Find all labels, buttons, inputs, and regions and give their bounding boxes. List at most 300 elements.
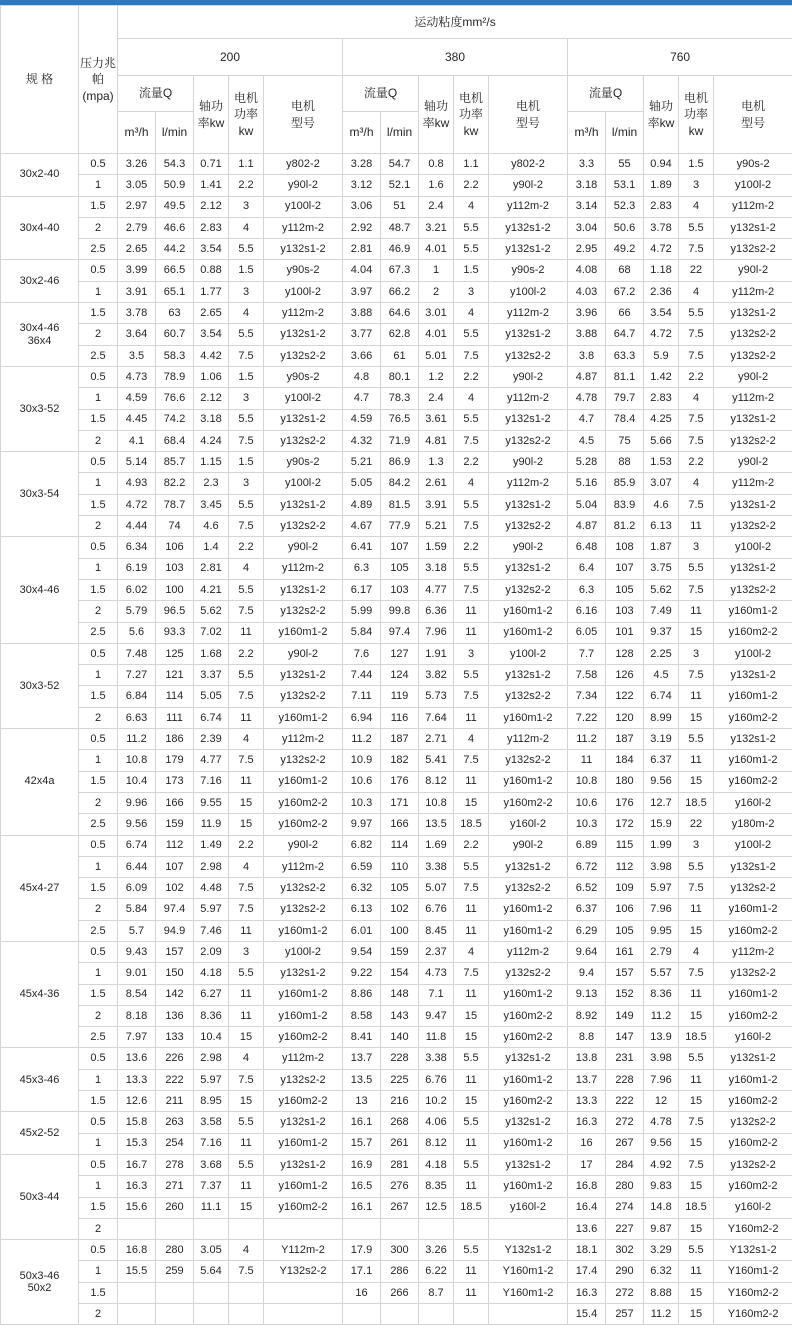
flow-lmin-cell: 225	[381, 1069, 419, 1090]
flow-lmin-cell: 106	[606, 899, 644, 920]
motor-power-cell: 4	[229, 1048, 264, 1069]
pressure-cell: 1	[79, 175, 118, 196]
pressure-cell: 1	[79, 963, 118, 984]
flow-m3h-cell: 4.67	[343, 516, 381, 537]
motor-power-cell: 7.5	[679, 579, 714, 600]
flow-m3h-cell: 5.28	[568, 452, 606, 473]
pressure-cell: 2	[79, 792, 118, 813]
shaft-power-cell: 3.91	[419, 494, 454, 515]
shaft-power-cell: 4.92	[644, 1154, 679, 1175]
shaft-power-cell: 4.01	[419, 324, 454, 345]
motor-power-cell: 11	[454, 899, 489, 920]
shaft-power-cell: 5.64	[194, 1261, 229, 1282]
flow-m3h-cell: 4.04	[343, 260, 381, 281]
motor-model-cell: y160m2-2	[264, 1027, 343, 1048]
motor-power-cell: 5.5	[454, 856, 489, 877]
shaft-power-cell: 1.6	[419, 175, 454, 196]
shaft-power-cell: 1.69	[419, 835, 454, 856]
shaft-power-cell: 8.45	[419, 920, 454, 941]
motor-model-cell: y180m-2	[714, 814, 792, 835]
shaft-power-cell: 6.22	[419, 1261, 454, 1282]
flow-lmin-cell: 176	[606, 792, 644, 813]
motor-power-cell: 7.5	[679, 963, 714, 984]
flow-m3h-cell: 7.34	[568, 686, 606, 707]
motor-power-cell	[229, 1218, 264, 1239]
flow-m3h-cell: 17	[568, 1154, 606, 1175]
pressure-cell: 0.5	[79, 537, 118, 558]
shaft-power-cell: 3.54	[194, 324, 229, 345]
flow-m3h-cell: 3.28	[343, 154, 381, 175]
header-flow: 流量Q	[568, 76, 644, 112]
shaft-power-cell: 9.56	[644, 771, 679, 792]
motor-power-cell: 2.2	[229, 175, 264, 196]
flow-lmin-cell: 66.5	[156, 260, 194, 281]
motor-power-cell: 15	[679, 920, 714, 941]
motor-model-cell: y160m1-2	[714, 686, 792, 707]
shaft-power-cell: 3.98	[644, 1048, 679, 1069]
flow-m3h-cell: 3.97	[343, 281, 381, 302]
flow-m3h-cell: 15.7	[343, 1133, 381, 1154]
shaft-power-cell: 6.74	[194, 707, 229, 728]
motor-power-cell: 4	[229, 558, 264, 579]
shaft-power-cell: 4.18	[194, 963, 229, 984]
table-row	[1, 878, 792, 899]
motor-power-cell: 5.5	[454, 665, 489, 686]
shaft-power-cell: 2.12	[194, 388, 229, 409]
header-shaft-power: 轴功率kw	[419, 76, 454, 154]
flow-lmin-cell: 62.8	[381, 324, 419, 345]
motor-power-cell: 15	[679, 1218, 714, 1239]
motor-model-cell: y160l-2	[489, 1197, 568, 1218]
pressure-cell: 2.5	[79, 345, 118, 366]
shaft-power-cell: 9.56	[644, 1133, 679, 1154]
pressure-cell: 2	[79, 899, 118, 920]
flow-m3h-cell: 9.54	[343, 941, 381, 962]
motor-power-cell: 4	[454, 941, 489, 962]
flow-m3h-cell: 5.21	[343, 452, 381, 473]
shaft-power-cell: 4.18	[419, 1154, 454, 1175]
shaft-power-cell: 2.71	[419, 729, 454, 750]
shaft-power-cell: 2.12	[194, 196, 229, 217]
shaft-power-cell: 7.64	[419, 707, 454, 728]
motor-power-cell: 7.5	[679, 878, 714, 899]
shaft-power-cell: 6.74	[644, 686, 679, 707]
flow-lmin-cell: 68.4	[156, 430, 194, 451]
shaft-power-cell: 2	[419, 281, 454, 302]
flow-m3h-cell: 6.29	[568, 920, 606, 941]
motor-model-cell: y90s-2	[264, 366, 343, 387]
motor-model-cell: y100l-2	[264, 281, 343, 302]
flow-m3h-cell: 6.05	[568, 622, 606, 643]
flow-m3h-cell: 4.89	[343, 494, 381, 515]
pressure-cell: 0.5	[79, 835, 118, 856]
flow-lmin-cell: 106	[156, 537, 194, 558]
motor-power-cell: 4	[229, 1240, 264, 1261]
flow-m3h-cell: 16	[343, 1282, 381, 1303]
motor-model-cell: y160m1-2	[264, 622, 343, 643]
motor-power-cell: 15	[229, 1091, 264, 1112]
flow-m3h-cell: 4.5	[568, 430, 606, 451]
flow-lmin-cell: 284	[606, 1154, 644, 1175]
motor-power-cell: 4	[454, 196, 489, 217]
flow-m3h-cell: 9.22	[343, 963, 381, 984]
motor-power-cell: 7.5	[679, 345, 714, 366]
motor-power-cell: 7.5	[454, 963, 489, 984]
shaft-power-cell: 3.07	[644, 473, 679, 494]
shaft-power-cell: 10.2	[419, 1091, 454, 1112]
shaft-power-cell: 3.75	[644, 558, 679, 579]
flow-m3h-cell: 3.88	[343, 303, 381, 324]
shaft-power-cell: 5.21	[419, 516, 454, 537]
motor-model-cell: y132s2-2	[264, 1069, 343, 1090]
shaft-power-cell: 4.77	[194, 750, 229, 771]
motor-model-cell: y132s2-2	[489, 963, 568, 984]
table-row	[1, 899, 792, 920]
shaft-power-cell: 5.07	[419, 878, 454, 899]
motor-power-cell: 5.5	[229, 1112, 264, 1133]
motor-model-cell: y160m2-2	[489, 1091, 568, 1112]
pressure-cell: 2	[79, 516, 118, 537]
shaft-power-cell: 1.41	[194, 175, 229, 196]
motor-model-cell: y132s1-2	[264, 409, 343, 430]
motor-power-cell: 1.5	[679, 154, 714, 175]
motor-model-cell: y160m1-2	[489, 601, 568, 622]
shaft-power-cell: 7.96	[644, 1069, 679, 1090]
flow-lmin-cell: 74	[156, 516, 194, 537]
flow-m3h-cell: 15.4	[568, 1304, 606, 1325]
flow-lmin-cell: 105	[606, 579, 644, 600]
pressure-cell: 2	[79, 217, 118, 238]
motor-model-cell: Y132s1-2	[714, 1240, 792, 1261]
motor-power-cell: 11	[454, 707, 489, 728]
shaft-power-cell: 2.79	[644, 941, 679, 962]
flow-m3h-cell	[118, 1218, 156, 1239]
motor-power-cell: 7.5	[229, 516, 264, 537]
motor-power-cell: 3	[679, 175, 714, 196]
spec-cell: 30x2-40	[1, 154, 79, 197]
motor-model-cell: y132s2-2	[714, 963, 792, 984]
flow-lmin-cell: 186	[156, 729, 194, 750]
header-motor-power: 电机功率kw	[454, 76, 489, 154]
motor-model-cell: y160m1-2	[264, 984, 343, 1005]
pressure-cell: 1.5	[79, 1197, 118, 1218]
flow-lmin-cell: 124	[381, 665, 419, 686]
flow-m3h-cell: 16.3	[568, 1112, 606, 1133]
flow-m3h-cell: 16.8	[118, 1240, 156, 1261]
pressure-cell: 0.5	[79, 1240, 118, 1261]
flow-lmin-cell: 112	[156, 835, 194, 856]
motor-power-cell: 11	[454, 1261, 489, 1282]
motor-power-cell: 2.2	[229, 537, 264, 558]
motor-power-cell: 5.5	[679, 1240, 714, 1261]
motor-power-cell: 4	[454, 729, 489, 750]
motor-model-cell: y160m2-2	[489, 1027, 568, 1048]
shaft-power-cell: 1.3	[419, 452, 454, 473]
flow-m3h-cell: 9.97	[343, 814, 381, 835]
motor-power-cell: 7.5	[454, 579, 489, 600]
motor-model-cell: y160m2-2	[264, 1091, 343, 1112]
shaft-power-cell: 8.88	[644, 1282, 679, 1303]
pressure-cell: 2.5	[79, 814, 118, 835]
motor-model-cell: y160m1-2	[489, 1069, 568, 1090]
flow-m3h-cell: 7.11	[343, 686, 381, 707]
motor-power-cell: 7.5	[229, 878, 264, 899]
flow-m3h-cell: 18.1	[568, 1240, 606, 1261]
motor-power-cell: 5.5	[454, 239, 489, 260]
header-motor-model-label: 电机型号	[741, 99, 766, 130]
pressure-cell: 0.5	[79, 643, 118, 664]
flow-lmin-cell: 179	[156, 750, 194, 771]
flow-m3h-cell: 16.7	[118, 1154, 156, 1175]
flow-lmin-cell: 68	[606, 260, 644, 281]
flow-m3h-cell: 3.06	[343, 196, 381, 217]
shaft-power-cell: 2.65	[194, 303, 229, 324]
flow-m3h-cell: 9.96	[118, 792, 156, 813]
shaft-power-cell: 3.82	[419, 665, 454, 686]
header-flow: 流量Q	[343, 76, 419, 112]
motor-model-cell: y132s1-2	[264, 579, 343, 600]
flow-m3h-cell: 4.03	[568, 281, 606, 302]
flow-lmin-cell: 49.5	[156, 196, 194, 217]
shaft-power-cell	[194, 1218, 229, 1239]
motor-power-cell: 15	[454, 792, 489, 813]
flow-m3h-cell: 6.13	[343, 899, 381, 920]
shaft-power-cell: 3.38	[419, 1048, 454, 1069]
flow-m3h-cell: 6.89	[568, 835, 606, 856]
flow-lmin-cell: 60.7	[156, 324, 194, 345]
spec-cell: 30x3-52	[1, 366, 79, 451]
table-row	[1, 196, 792, 217]
flow-lmin-cell: 79.7	[606, 388, 644, 409]
motor-power-cell: 15	[454, 1091, 489, 1112]
motor-model-cell: y132s1-2	[489, 856, 568, 877]
shaft-power-cell: 3.26	[419, 1240, 454, 1261]
flow-lmin-cell: 159	[381, 941, 419, 962]
flow-m3h-cell: 13.6	[118, 1048, 156, 1069]
motor-power-cell: 5.5	[229, 324, 264, 345]
flow-lmin-cell: 254	[156, 1133, 194, 1154]
motor-model-cell: y132s1-2	[489, 665, 568, 686]
motor-model-cell: y132s2-2	[714, 1154, 792, 1175]
header-unit-lmin: l/min	[156, 112, 194, 154]
shaft-power-cell: 7.96	[644, 899, 679, 920]
flow-m3h-cell: 4.59	[118, 388, 156, 409]
flow-m3h-cell: 6.52	[568, 878, 606, 899]
flow-lmin-cell: 260	[156, 1197, 194, 1218]
motor-model-cell: y160m2-2	[264, 814, 343, 835]
motor-power-cell: 15	[679, 1304, 714, 1325]
flow-m3h-cell: 13.3	[568, 1091, 606, 1112]
motor-model-cell: y100l-2	[264, 388, 343, 409]
table-row	[1, 941, 792, 962]
flow-m3h-cell: 16.5	[343, 1176, 381, 1197]
flow-m3h-cell: 5.05	[343, 473, 381, 494]
motor-power-cell: 15	[679, 622, 714, 643]
motor-model-cell: y112m-2	[489, 388, 568, 409]
flow-lmin-cell: 55	[606, 154, 644, 175]
flow-lmin-cell: 52.1	[381, 175, 419, 196]
flow-lmin-cell: 187	[606, 729, 644, 750]
motor-power-cell: 7.5	[229, 899, 264, 920]
flow-lmin-cell: 97.4	[156, 899, 194, 920]
motor-model-cell: y132s1-2	[264, 324, 343, 345]
flow-lmin-cell: 280	[606, 1176, 644, 1197]
pressure-cell: 1	[79, 750, 118, 771]
motor-model-cell: y132s2-2	[714, 345, 792, 366]
flow-lmin-cell: 81.1	[606, 366, 644, 387]
header-motor-model	[489, 76, 568, 154]
flow-lmin-cell: 52.3	[606, 196, 644, 217]
flow-m3h-cell: 2.95	[568, 239, 606, 260]
flow-m3h-cell: 2.97	[118, 196, 156, 217]
motor-model-cell: y132s1-2	[264, 239, 343, 260]
pressure-cell: 0.5	[79, 154, 118, 175]
table-row	[1, 1240, 792, 1261]
flow-lmin-cell: 259	[156, 1261, 194, 1282]
motor-model-cell: y132s2-2	[264, 878, 343, 899]
flow-lmin-cell: 171	[381, 792, 419, 813]
flow-lmin-cell: 111	[156, 707, 194, 728]
flow-lmin-cell	[381, 1218, 419, 1239]
motor-power-cell: 11	[454, 1069, 489, 1090]
motor-power-cell: 11	[454, 771, 489, 792]
motor-model-cell: y132s1-2	[714, 665, 792, 686]
motor-power-cell: 11	[679, 984, 714, 1005]
flow-m3h-cell: 2.65	[118, 239, 156, 260]
motor-power-cell: 11	[679, 1261, 714, 1282]
flow-lmin-cell: 172	[606, 814, 644, 835]
header-motor-model-label: 电机型号	[515, 99, 540, 130]
table-row	[1, 537, 792, 558]
shaft-power-cell: 7.96	[419, 622, 454, 643]
flow-lmin-cell: 281	[381, 1154, 419, 1175]
motor-model-cell: y112m-2	[489, 303, 568, 324]
flow-m3h-cell: 17.9	[343, 1240, 381, 1261]
flow-lmin-cell: 222	[156, 1069, 194, 1090]
motor-model-cell: y100l-2	[264, 473, 343, 494]
shaft-power-cell: 1.15	[194, 452, 229, 473]
flow-m3h-cell: 4.32	[343, 430, 381, 451]
flow-m3h-cell: 10.4	[118, 771, 156, 792]
pressure-cell: 1	[79, 1261, 118, 1282]
motor-power-cell: 7.5	[229, 345, 264, 366]
flow-m3h-cell: 10.8	[568, 771, 606, 792]
flow-m3h-cell: 16.3	[118, 1176, 156, 1197]
shaft-power-cell: 1.99	[644, 835, 679, 856]
spec-cell: 45x4-27	[1, 835, 79, 941]
shaft-power-cell: 12	[644, 1091, 679, 1112]
table-row	[1, 1112, 792, 1133]
flow-m3h-cell: 4.7	[568, 409, 606, 430]
flow-m3h-cell: 13.7	[343, 1048, 381, 1069]
motor-power-cell: 5.5	[229, 665, 264, 686]
flow-lmin-cell: 61	[381, 345, 419, 366]
motor-power-cell: 4	[229, 217, 264, 238]
flow-lmin-cell: 94.9	[156, 920, 194, 941]
flow-lmin-cell: 54.3	[156, 154, 194, 175]
motor-power-cell: 5.5	[229, 409, 264, 430]
flow-m3h-cell: 13.3	[118, 1069, 156, 1090]
flow-lmin-cell: 101	[606, 622, 644, 643]
motor-power-cell: 4	[679, 473, 714, 494]
motor-model-cell: y132s1-2	[714, 558, 792, 579]
flow-lmin-cell: 211	[156, 1091, 194, 1112]
motor-power-cell: 18.5	[679, 1197, 714, 1218]
flow-m3h-cell: 3.66	[343, 345, 381, 366]
header-shaft-power: 轴功率kw	[644, 76, 679, 154]
shaft-power-cell: 12.7	[644, 792, 679, 813]
shaft-power-cell: 3.61	[419, 409, 454, 430]
flow-m3h-cell: 4.73	[118, 366, 156, 387]
motor-power-cell: 4	[454, 388, 489, 409]
flow-m3h-cell: 15.3	[118, 1133, 156, 1154]
motor-model-cell: y112m-2	[489, 729, 568, 750]
motor-power-cell: 2.2	[454, 452, 489, 473]
flow-m3h-cell: 12.6	[118, 1091, 156, 1112]
motor-power-cell: 5.5	[229, 494, 264, 515]
shaft-power-cell: 9.95	[644, 920, 679, 941]
shaft-power-cell: 2.36	[644, 281, 679, 302]
shaft-power-cell: 8.99	[644, 707, 679, 728]
pressure-cell: 2.5	[79, 920, 118, 941]
motor-model-cell: y160m2-2	[714, 1176, 792, 1197]
flow-lmin-cell: 110	[381, 856, 419, 877]
flow-lmin-cell: 148	[381, 984, 419, 1005]
flow-m3h-cell: 6.94	[343, 707, 381, 728]
motor-power-cell: 7.5	[229, 750, 264, 771]
flow-m3h-cell: 6.63	[118, 707, 156, 728]
motor-power-cell: 4	[679, 281, 714, 302]
flow-lmin-cell: 112	[606, 856, 644, 877]
flow-lmin-cell: 50.9	[156, 175, 194, 196]
shaft-power-cell: 3.68	[194, 1154, 229, 1175]
flow-lmin-cell: 109	[606, 878, 644, 899]
flow-lmin-cell: 78.3	[381, 388, 419, 409]
motor-power-cell: 11	[229, 1005, 264, 1026]
table-row	[1, 388, 792, 409]
header-motor-model-label: 电机型号	[290, 99, 315, 130]
flow-lmin-cell: 63	[156, 303, 194, 324]
header-unit-m3h: m³/h	[118, 112, 156, 154]
shaft-power-cell: 1	[419, 260, 454, 281]
motor-model-cell: y132s1-2	[489, 324, 568, 345]
flow-m3h-cell: 13.7	[568, 1069, 606, 1090]
flow-lmin-cell: 187	[381, 729, 419, 750]
motor-model-cell: y112m-2	[264, 856, 343, 877]
motor-model-cell: y90l-2	[489, 452, 568, 473]
motor-model-cell: y132s2-2	[714, 239, 792, 260]
flow-lmin-cell: 226	[156, 1048, 194, 1069]
flow-m3h-cell: 15.6	[118, 1197, 156, 1218]
pressure-cell: 0.5	[79, 1112, 118, 1133]
motor-power-cell: 5.5	[454, 1048, 489, 1069]
table-row	[1, 281, 792, 302]
motor-model-cell: y160m2-2	[714, 1133, 792, 1154]
shaft-power-cell: 4.72	[644, 324, 679, 345]
pressure-cell: 1.5	[79, 878, 118, 899]
motor-model-cell: y112m-2	[489, 196, 568, 217]
flow-lmin-cell: 272	[606, 1112, 644, 1133]
motor-model-cell: y132s2-2	[264, 686, 343, 707]
motor-model-cell: Y160m1-2	[489, 1282, 568, 1303]
shaft-power-cell: 11.2	[644, 1005, 679, 1026]
flow-m3h-cell: 15.5	[118, 1261, 156, 1282]
flow-m3h-cell: 4.78	[568, 388, 606, 409]
shaft-power-cell: 9.83	[644, 1176, 679, 1197]
flow-m3h-cell: 13	[343, 1091, 381, 1112]
motor-power-cell: 11	[679, 516, 714, 537]
pressure-cell: 2	[79, 430, 118, 451]
